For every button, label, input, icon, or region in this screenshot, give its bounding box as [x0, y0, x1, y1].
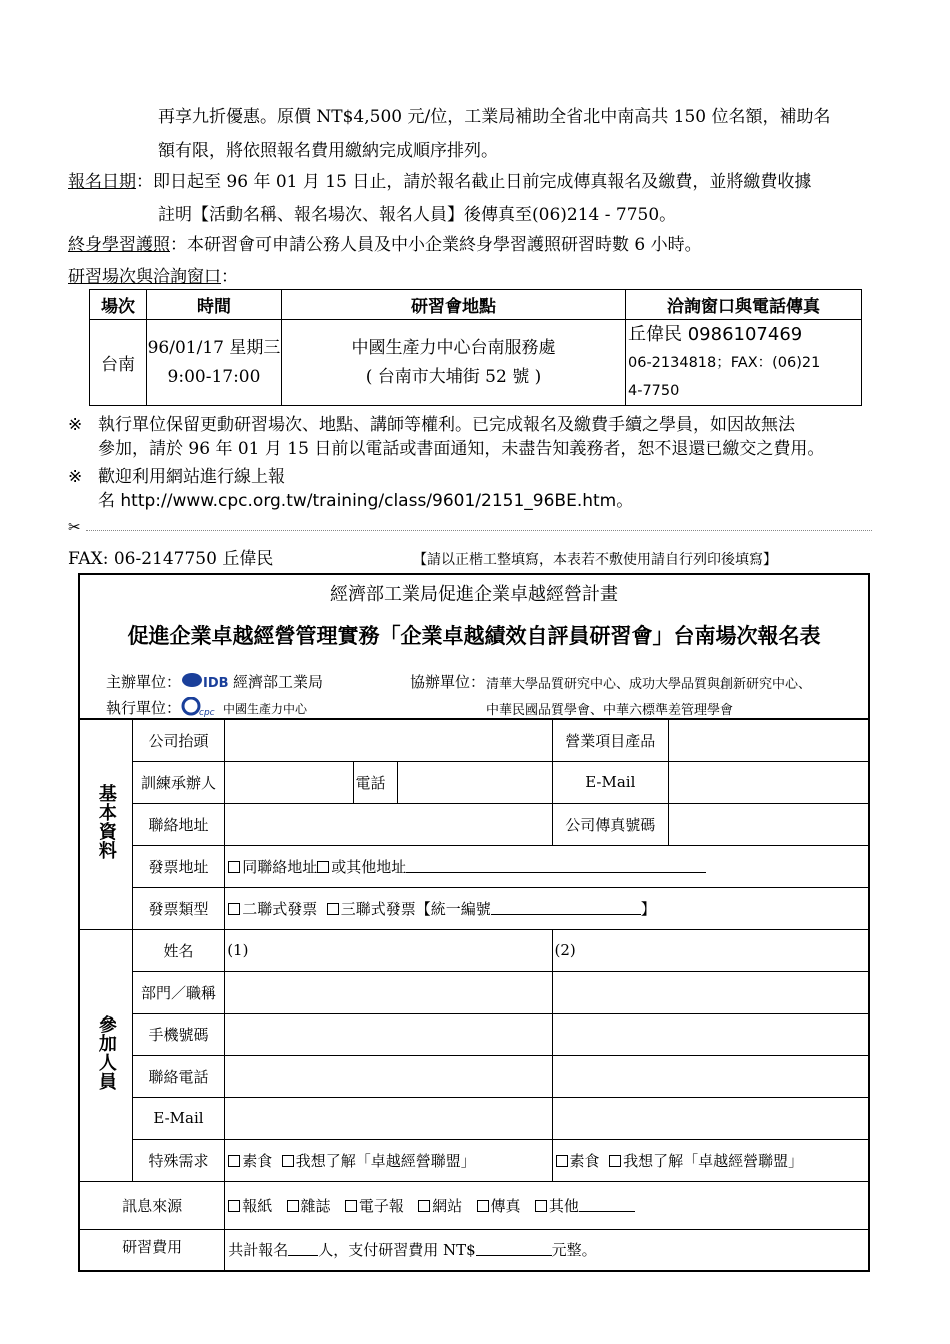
basic-section-label: 基本資料 — [95, 784, 117, 861]
row-dept — [79, 971, 869, 1013]
checkbox-three-part[interactable] — [327, 903, 339, 915]
input-fax[interactable] — [669, 803, 869, 845]
fee-part-3: 元整。 — [551, 1241, 597, 1260]
note-1-line-1: 執行單位保留更動研習場次、地點、講師等權利。已完成報名及繳費手續之學員，如因故無法 — [98, 415, 795, 435]
input-phone[interactable] — [398, 761, 552, 803]
note-mark-1: ※ — [68, 415, 83, 435]
opt-alliance-2: 我想了解「卓越經營聯盟」 — [623, 1151, 804, 1170]
header-time: 時間 — [147, 290, 282, 320]
row-invoice-type — [79, 887, 869, 929]
input-other-address[interactable] — [406, 858, 706, 873]
session-place-name: 中國生產力中心台南服務處 — [351, 337, 556, 358]
passport-label: 終身學習護照 — [68, 235, 170, 255]
co-organizer-2: 中華民國品質學會、中華六標準差管理學會 — [486, 703, 734, 718]
input-dept-2[interactable] — [552, 971, 869, 1013]
opt-three-part-end: 】 — [640, 899, 656, 918]
session-date: 96/01/17 星期三 — [147, 337, 281, 358]
input-company[interactable] — [225, 719, 552, 761]
row-p-email — [79, 1097, 869, 1139]
session-table-header — [90, 290, 862, 320]
participants-section — [79, 929, 132, 1181]
label-address: 聯絡地址 — [132, 803, 224, 845]
organizer-label: 主辦單位： — [106, 673, 182, 691]
checkbox-fax[interactable] — [477, 1200, 489, 1212]
opt-same-address: 同聯絡地址 — [242, 857, 318, 876]
input-source-other[interactable] — [579, 1197, 635, 1212]
session-heading-label: 研習場次與洽詢窗口 — [68, 267, 221, 287]
opt-newspaper: 報紙 — [242, 1196, 273, 1215]
invoice-address-options — [225, 845, 869, 887]
opt-alliance-1: 我想了解「卓越經營聯盟」 — [295, 1151, 476, 1170]
session-address: ( 台南市大埔街 52 號 ) — [365, 366, 542, 387]
input-fee-amount[interactable] — [476, 1241, 552, 1256]
co-organizer-1: 清華大學品質研究中心、成功大學品質與創新研究中心、 — [486, 677, 812, 692]
organizer-name: 經濟部工業局 — [233, 673, 324, 691]
note-2-line-1: 歡迎利用網站進行線上報 — [98, 467, 285, 487]
organizer-line — [106, 671, 323, 692]
label-source: 訊息來源 — [79, 1181, 225, 1229]
label-name: 姓名 — [132, 929, 224, 971]
fee-text — [225, 1229, 869, 1271]
note-mark-2: ※ — [68, 467, 83, 487]
row-mobile — [79, 1013, 869, 1055]
input-mobile-1[interactable] — [225, 1013, 552, 1055]
source-options — [225, 1181, 869, 1229]
opt-website: 網站 — [432, 1196, 463, 1215]
registration-form — [78, 718, 870, 1272]
scissors-icon: ✂ — [68, 518, 81, 536]
fee-part-1: 共計報名 — [228, 1241, 289, 1260]
label-invoice-address: 發票地址 — [132, 845, 224, 887]
invoice-type-options — [225, 887, 869, 929]
input-p-email-1[interactable] — [225, 1097, 552, 1139]
input-name-2[interactable]: (2) — [552, 929, 869, 971]
row-address — [79, 803, 869, 845]
idb-logo-svg — [181, 672, 233, 690]
opt-other-address: 或其他地址 — [331, 857, 407, 876]
session-table-row — [90, 320, 862, 406]
opt-magazine: 雜誌 — [300, 1196, 331, 1215]
opt-fax: 傳真 — [490, 1196, 521, 1215]
session-datetime — [147, 320, 282, 406]
fax-number: FAX: 06-2147750 丘偉民 — [68, 549, 274, 569]
row-fee — [79, 1229, 869, 1271]
registration-text-2: 註明【活動名稱、報名場次、報名人員】後傳真至(06)214 - 7750。 — [158, 205, 677, 225]
intro-line-2: 額有限，將依照報名費用繳納完成順序排列。 — [158, 141, 498, 161]
registration-date — [68, 170, 811, 194]
checkbox-same-address[interactable] — [228, 861, 240, 873]
input-address[interactable] — [225, 803, 552, 845]
session-heading-colon: ： — [221, 267, 238, 287]
session-contact — [626, 320, 862, 406]
fax-instruction: 【請以正楷工整填寫，本表若不敷使用請自行列印後填寫】 — [413, 552, 777, 568]
fee-part-2: 人，支付研習費用 NT$ — [318, 1241, 476, 1260]
row-source — [79, 1181, 869, 1229]
input-tel-2[interactable] — [552, 1055, 869, 1097]
input-fee-count[interactable] — [288, 1241, 318, 1256]
cpc-logo-text: cpc — [199, 708, 215, 717]
note-2-line-2 — [98, 489, 633, 513]
input-tel-1[interactable] — [225, 1055, 552, 1097]
label-business: 營業項目產品 — [552, 719, 669, 761]
checkbox-enewsletter[interactable] — [345, 1200, 357, 1212]
row-special — [79, 1139, 869, 1181]
exec-line — [106, 697, 307, 718]
label-phone: 電話 — [353, 761, 398, 803]
row-company — [79, 719, 869, 761]
row-tel — [79, 1055, 869, 1097]
basic-section — [79, 719, 132, 929]
passport-text: ：本研習會可申請公務人員及中小企業終身學習護照研習時數 6 小時。 — [170, 235, 702, 255]
session-heading — [68, 265, 238, 289]
input-trainer[interactable] — [225, 761, 353, 803]
checkbox-veg-1[interactable] — [228, 1155, 240, 1167]
idb-logo-text: IDB — [203, 676, 229, 690]
input-dept-1[interactable] — [225, 971, 552, 1013]
opt-two-part: 二聯式發票 — [242, 899, 318, 918]
label-mobile: 手機號碼 — [132, 1013, 224, 1055]
exec-name: 中國生產力中心 — [223, 702, 308, 716]
checkbox-other[interactable] — [535, 1200, 547, 1212]
input-p-email-2[interactable] — [552, 1097, 869, 1139]
session-time: 9:00-17:00 — [167, 366, 261, 387]
label-email: E-Mail — [552, 761, 669, 803]
special-options-2 — [552, 1139, 869, 1181]
co-organizer-label: 協辦單位： — [410, 673, 486, 691]
checkbox-website[interactable] — [418, 1200, 430, 1212]
label-special: 特殊需求 — [132, 1139, 224, 1181]
label-dept: 部門／職稱 — [132, 971, 224, 1013]
checkbox-other-address[interactable] — [317, 861, 329, 873]
checkbox-magazine[interactable] — [287, 1200, 299, 1212]
cpc-logo-icon — [181, 697, 223, 717]
opt-veg-1: 素食 — [242, 1151, 273, 1170]
form-header — [78, 573, 870, 718]
input-business[interactable] — [669, 719, 869, 761]
opt-other: 其他 — [548, 1196, 579, 1215]
opt-three-part: 三聯式發票【統一編號 — [340, 899, 491, 918]
row-name — [79, 929, 869, 971]
row-invoice-address — [79, 845, 869, 887]
header-contact: 洽詢窗口與電話傳真 — [626, 290, 862, 320]
special-options-1 — [225, 1139, 552, 1181]
input-name-1[interactable]: (1) — [225, 929, 552, 971]
label-company: 公司抬頭 — [132, 719, 224, 761]
opt-veg-2: 素食 — [569, 1151, 600, 1170]
contact-phone-2: 4-7750 — [628, 382, 680, 399]
input-email[interactable] — [669, 761, 869, 803]
label-fee: 研習費用 — [79, 1229, 225, 1271]
intro-line-1: 再享九折優惠。原價 NT$4,500 元/位，工業局補助全省北中南高共 150 位名額，補助名 — [158, 107, 831, 127]
session-place — [282, 320, 626, 406]
registration-text: ：即日起至 96 年 01 月 15 日止，請於報名截止日前完成傳真報名及繳費，並將繳費收據 — [136, 172, 812, 192]
label-fax: 公司傳真號碼 — [552, 803, 669, 845]
opt-enewsletter: 電子報 — [358, 1196, 404, 1215]
contact-phone-1: 06-2134818；FAX：(06)21 — [628, 354, 821, 371]
note-2-url: 名 http://www.cpc.org.tw/training/class/9601/2151_96BE.htm。 — [98, 491, 634, 511]
idb-logo-mark — [182, 673, 202, 687]
header-place: 研習會地點 — [282, 290, 626, 320]
form-program: 經濟部工業局促進企業卓越經營計畫 — [330, 584, 618, 605]
input-mobile-2[interactable] — [552, 1013, 869, 1055]
checkbox-veg-2[interactable] — [556, 1155, 568, 1167]
cpc-logo-ring — [183, 698, 199, 714]
session-table — [89, 289, 862, 406]
note-1-line-2: 參加，請於 96 年 01 月 15 日前以電話或書面通知，未盡告知義務者，恕不退還已繳交之費用。 — [98, 439, 825, 459]
label-p-email: E-Mail — [132, 1097, 224, 1139]
form-title: 促進企業卓越經營管理實務「企業卓越績效自評員研習會」台南場次報名表 — [127, 623, 821, 648]
exec-label: 執行單位： — [106, 699, 182, 717]
passport-line — [68, 233, 702, 257]
session-venue: 台南 — [90, 320, 147, 406]
input-tax-id[interactable] — [491, 900, 641, 915]
checkbox-alliance-2[interactable] — [609, 1155, 621, 1167]
contact-name: 丘偉民 0986107469 — [628, 323, 803, 345]
label-trainer: 訓練承辦人 — [132, 761, 224, 803]
label-invoice-type: 發票類型 — [132, 887, 224, 929]
participants-section-label: 參加人員 — [95, 1015, 117, 1091]
label-tel: 聯絡電話 — [132, 1055, 224, 1097]
checkbox-two-part[interactable] — [228, 903, 240, 915]
cut-line — [86, 530, 872, 531]
registration-label: 報名日期 — [68, 172, 136, 192]
header-venue: 場次 — [90, 290, 147, 320]
checkbox-alliance-1[interactable] — [282, 1155, 294, 1167]
cpc-logo-svg — [181, 697, 223, 717]
row-trainer — [79, 761, 869, 803]
checkbox-newspaper[interactable] — [228, 1200, 240, 1212]
idb-logo-icon — [181, 672, 233, 690]
